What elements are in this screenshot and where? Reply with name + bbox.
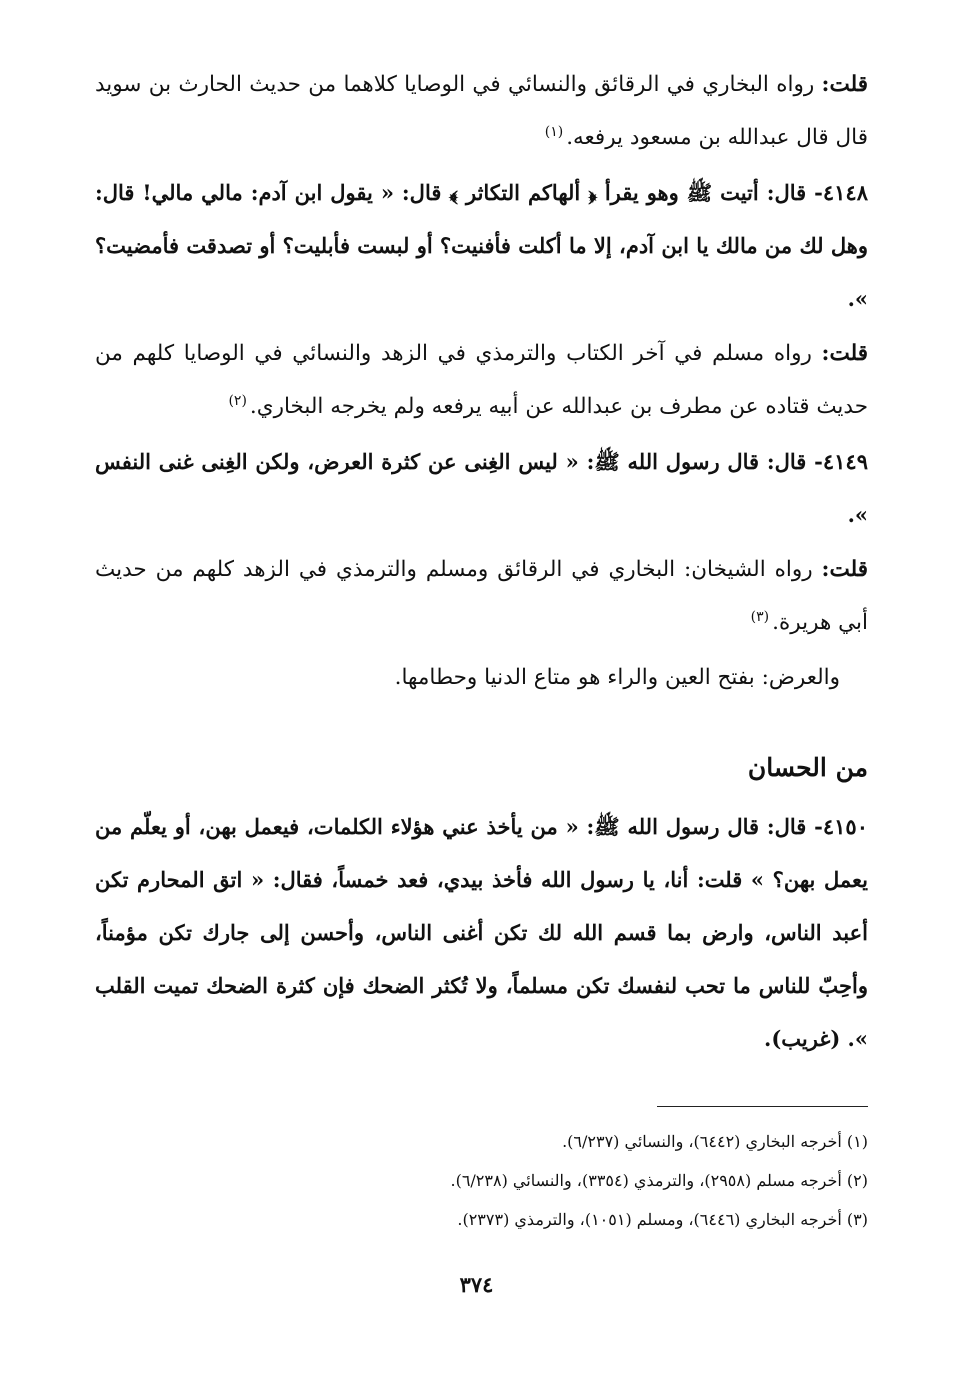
footnotes (95, 1122, 868, 1239)
hadith-number: ٤١٤٩- (814, 449, 868, 474)
comment-paragraph-1 (95, 58, 868, 164)
footnote-1: (١) أخرجه البخاري (٦٤٤٢)، والنسائي (٦/٢٣٧). (562, 1132, 868, 1151)
note-paragraph: والعرض: بفتح العين والراء هو متاع الدنيا وحطامها. (394, 665, 840, 690)
hadith-number: ٤١٤٨- (814, 180, 868, 205)
comment-paragraph-3 (95, 543, 868, 649)
hadith-4150 (95, 800, 868, 1065)
hadith-4149 (95, 435, 868, 541)
footnote-ref-2: (٢) (228, 392, 247, 409)
comment-text: رواه الشيخان: البخاري في الرقائق ومسلم والترمذي في الزهد كلهم من حديث أبي هريرة. (95, 557, 868, 635)
hadith-number: ٤١٥٠- (814, 814, 868, 839)
section-title: من الحسان (747, 753, 868, 782)
footnote-3: (٣) أخرجه البخاري (٦٤٤٦)، ومسلم (١٠٥١)، والترمذي (٢٣٧٣). (457, 1210, 868, 1229)
hadith-text: قال: أتيت ﷺ وهو يقرأ ﴿ ألهاكم التكاثر ﴾ قال: « يقول ابن آدم: مالي مالي! قال: وهل لك من مالك يا ابن آدم، إلا ما أكلت فأفنيت؟ أو لبست فأبليت؟ أو تصدقت فأمضيت؟ ». (95, 180, 868, 311)
hadith-text: قال: قال رسول الله ﷺ: « من يأخذ عني هؤلاء الكلمات، فيعمل بهن، أو يعلّم من يعمل بهن؟ » قلت: أنا، يا رسول الله فأخذ بيدي، فعد خمساً، فقال: « اتق المحارم تكن أعبد الناس، وارض بما قسم الله لك تكن أغنى الناس، وأحسن إلى جارك تكن مؤمناً، وأحِبّ للناس ما تحب لنفسك تكن مسلماً، ولا تُكثر الضحك فإن كثرة الضحك تميت القلب ». (غريب). (95, 814, 868, 1051)
hadith-text: قال: قال رسول الله ﷺ: « ليس الغِنى عن كثرة العرض، ولكن الغِنى غنى النفس ». (95, 449, 868, 527)
comment-text: رواه مسلم في آخر الكتاب والترمذي في الزهد والنسائي في الوصايا كلهم من حديث قتاده عن مطرف بن عبدالله عن أبيه يرفعه ولم يخرجه البخاري. (95, 341, 868, 419)
comment-label: قلت: (821, 557, 868, 582)
footnote-divider (657, 1106, 868, 1107)
footnote-2: (٢) أخرجه مسلم (٢٩٥٨)، والترمذي (٣٣٥٤)، والنسائي (٦/٢٣٨). (450, 1171, 868, 1190)
page-body (95, 58, 868, 1067)
page-number: ٣٧٤ (459, 1272, 494, 1297)
comment-text: رواه البخاري في الرقائق والنسائي في الوصايا كلاهما من حديث الحارث بن سويد قال قال عبدالله بن مسعود يرفعه. (95, 72, 868, 150)
hadith-4148 (95, 166, 868, 325)
footnote-ref-1: (١) (544, 123, 564, 140)
comment-label: قلت: (821, 341, 868, 366)
comment-label: قلت: (821, 72, 868, 97)
comment-paragraph-2 (95, 327, 868, 433)
footnote-ref-3: (٣) (750, 608, 770, 625)
